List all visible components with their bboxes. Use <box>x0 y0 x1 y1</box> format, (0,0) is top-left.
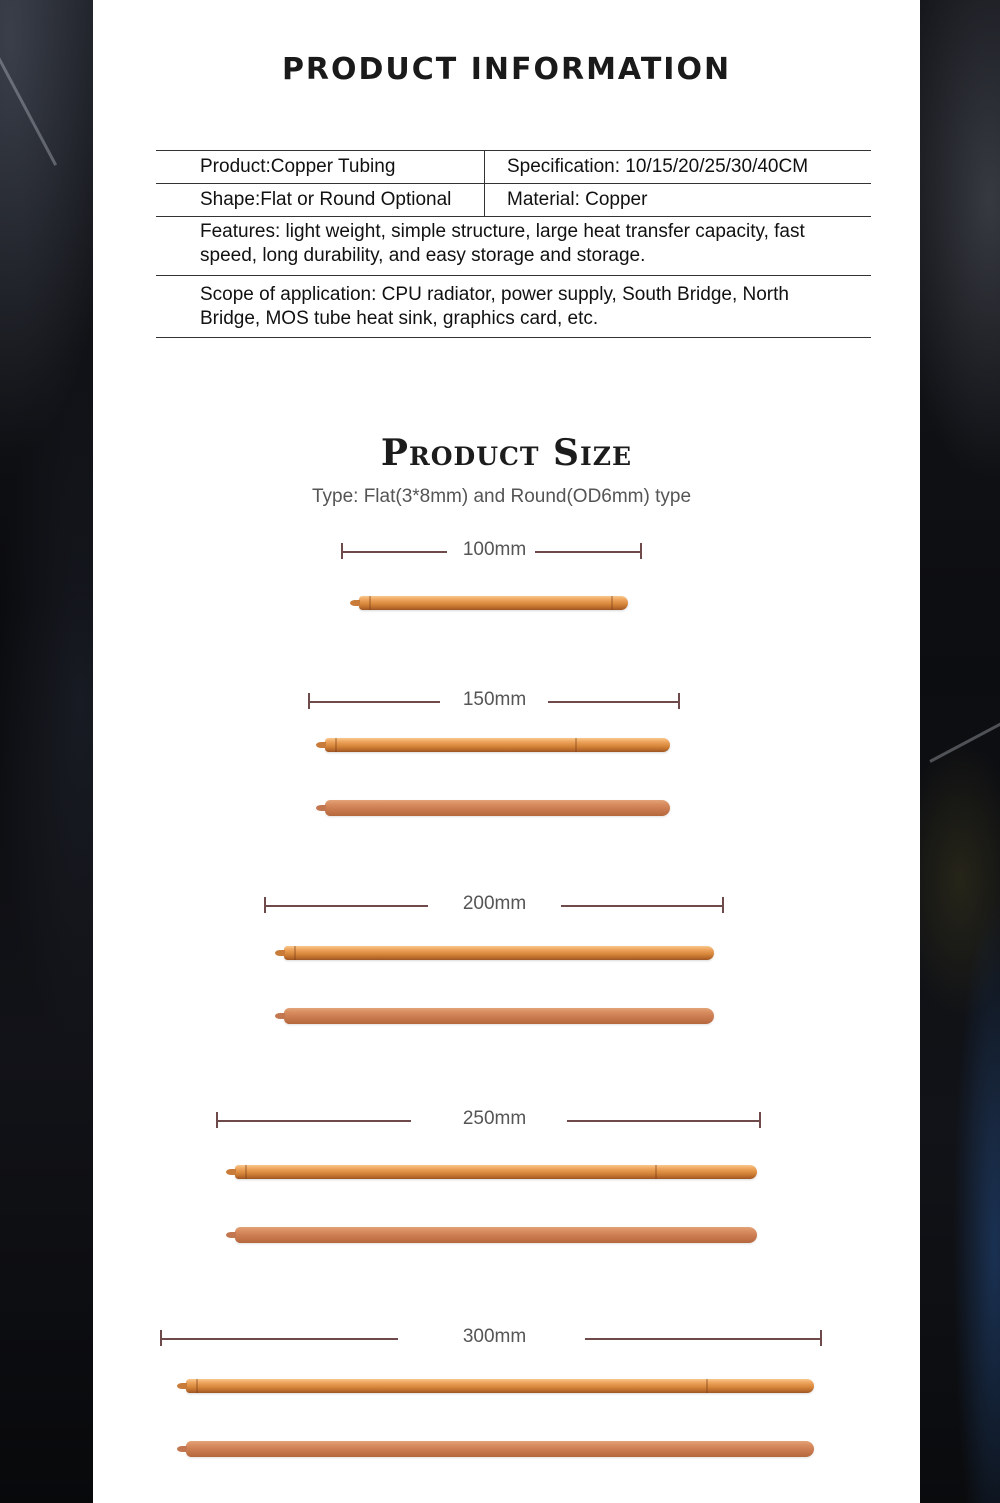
pipe-tip <box>316 742 326 748</box>
dimension-tick <box>759 1112 761 1128</box>
dimension-label: 100mm <box>462 539 527 560</box>
round-pipe-250mm <box>235 1165 757 1179</box>
dimension-line <box>585 1338 822 1340</box>
product-information-title: PRODUCT INFORMATION <box>281 52 732 87</box>
info-cell-shape: Shape:Flat or Round Optional <box>156 184 485 216</box>
right-background <box>920 0 1000 1503</box>
pipe-tip <box>226 1232 236 1238</box>
pipe-band <box>335 738 337 752</box>
info-cell-product: Product:Copper Tubing <box>156 151 485 183</box>
pipe-tip <box>177 1446 187 1452</box>
info-row-scope: Scope of application: CPU radiator, power supply, South Bridge, North Bridge, MOS tube heat sink, graphics card, etc. <box>156 276 871 338</box>
pipe-band <box>369 596 371 610</box>
pipe-tip <box>275 1013 285 1019</box>
pipe-tip <box>177 1383 187 1389</box>
product-size-subtitle: Type: Flat(3*8mm) and Round(OD6mm) type <box>311 486 692 507</box>
info-row-features: Features: light weight, simple structure, large heat transfer capacity, fast speed, long durability, and easy storage and storage. <box>156 217 871 276</box>
pipe-band <box>245 1165 247 1179</box>
flat-pipe-300mm <box>186 1441 814 1457</box>
dimension-tick <box>678 693 680 709</box>
info-row <box>156 151 871 184</box>
dimension-300mm <box>93 1324 920 1354</box>
flat-pipe-200mm <box>284 1008 714 1024</box>
pipe-band <box>655 1165 657 1179</box>
dimension-label: 250mm <box>462 1108 527 1129</box>
product-size-title: Product Size <box>380 432 633 474</box>
dimension-label: 150mm <box>462 689 527 710</box>
left-streak <box>0 41 57 166</box>
info-cell-material: Material: Copper <box>507 189 648 210</box>
dimension-line <box>567 1120 761 1122</box>
info-row <box>156 184 871 217</box>
dimension-line <box>548 701 680 703</box>
left-background <box>0 0 93 1503</box>
flat-pipe-150mm <box>325 800 670 816</box>
dimension-line <box>561 905 724 907</box>
round-pipe-100mm <box>359 596 628 610</box>
dimension-100mm <box>93 537 920 567</box>
dimension-label: 300mm <box>462 1326 527 1347</box>
dimension-tick <box>640 543 642 559</box>
pipe-tip <box>275 950 285 956</box>
pipe-band <box>611 596 613 610</box>
product-info-table <box>156 150 871 338</box>
pipe-tip <box>226 1169 236 1175</box>
pipe-band <box>706 1379 708 1393</box>
dimension-150mm <box>93 687 920 717</box>
pipe-band <box>575 738 577 752</box>
dimension-tick <box>820 1330 822 1346</box>
flat-pipe-250mm <box>235 1227 757 1243</box>
round-pipe-200mm <box>284 946 714 960</box>
dimension-tick <box>722 897 724 913</box>
pipe-tip <box>350 600 360 606</box>
pipe-band <box>294 946 296 960</box>
right-streak <box>929 718 1000 763</box>
round-pipe-150mm <box>325 738 670 752</box>
dimension-label: 200mm <box>462 893 527 914</box>
round-pipe-300mm <box>186 1379 814 1393</box>
content-panel <box>93 0 920 1503</box>
dimension-250mm <box>93 1106 920 1136</box>
dimension-200mm <box>93 891 920 921</box>
pipe-band <box>196 1379 198 1393</box>
info-cell-specification: Specification: 10/15/20/25/30/40CM <box>507 156 809 177</box>
dimension-line <box>535 551 642 553</box>
pipe-tip <box>316 805 326 811</box>
